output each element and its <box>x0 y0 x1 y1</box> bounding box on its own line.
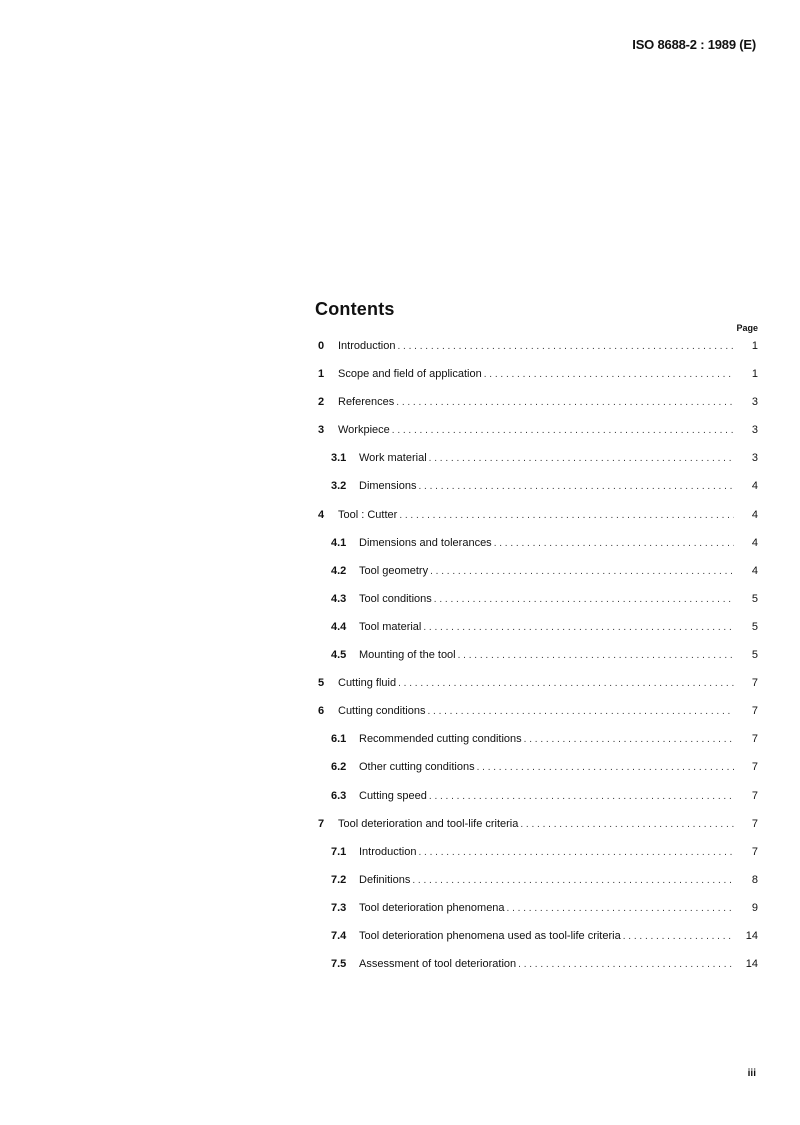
toc-entry-label: Mounting of the tool <box>359 649 456 662</box>
toc-entry-number: 7 <box>318 817 325 830</box>
toc-entry-label: Assessment of tool deterioration <box>359 958 517 971</box>
dot-leader <box>494 536 734 552</box>
toc-entry-label: References <box>338 396 395 409</box>
toc-entry-page: 14 <box>745 929 758 942</box>
toc-entry-number: 7.2 <box>331 873 347 886</box>
dot-leader <box>427 704 734 720</box>
dot-leader <box>397 339 734 355</box>
toc-entry-label: Other cutting conditions <box>359 761 475 774</box>
toc-entry[interactable] <box>318 507 758 535</box>
toc-entry-number: 7.3 <box>331 901 347 914</box>
toc-entry-number: 7.5 <box>331 958 347 971</box>
toc-entry-number: 7.1 <box>331 845 347 858</box>
toc-entry-page: 5 <box>751 592 758 605</box>
toc-entry-page: 7 <box>751 789 758 802</box>
toc-entry-label: Tool : Cutter <box>338 508 398 521</box>
dot-leader <box>430 564 734 580</box>
toc-entry-label: Introduction <box>359 845 417 858</box>
toc-entry[interactable] <box>318 647 758 675</box>
toc-entry[interactable] <box>318 394 758 422</box>
toc-entry[interactable] <box>318 928 758 956</box>
toc-entry-label: Introduction <box>338 340 396 352</box>
toc-entry-page: 1 <box>751 340 758 352</box>
dot-leader <box>392 423 734 439</box>
toc-entry-label: Tool deterioration phenomena used as tool-life criteria <box>359 929 621 942</box>
toc-entry-page: 1 <box>751 368 758 381</box>
dot-leader <box>518 957 734 973</box>
toc-entry-number: 6.2 <box>331 761 347 774</box>
toc-entry-page: 7 <box>751 817 758 830</box>
toc-entry-page: 5 <box>751 649 758 662</box>
dot-leader <box>484 367 734 383</box>
toc-entry-page: 14 <box>745 958 758 971</box>
toc-entry[interactable] <box>318 450 758 478</box>
dot-leader <box>418 479 734 495</box>
dot-leader <box>507 901 734 917</box>
toc-entry-page: 3 <box>751 424 758 437</box>
toc-entry[interactable] <box>318 872 758 900</box>
toc-entry-label: Dimensions and tolerances <box>359 536 492 549</box>
toc-entry[interactable] <box>318 366 758 394</box>
toc-entry-page: 3 <box>751 452 758 465</box>
dot-leader <box>412 873 734 889</box>
toc-entry[interactable] <box>318 844 758 872</box>
dot-leader <box>524 732 734 748</box>
toc-entry[interactable] <box>318 535 758 563</box>
toc-entry-label: Workpiece <box>338 424 390 437</box>
toc-entry[interactable] <box>318 759 758 787</box>
dot-leader <box>396 395 734 411</box>
dot-leader <box>398 676 734 692</box>
toc-entry-label: Cutting conditions <box>338 705 426 718</box>
toc-entry-label: Tool geometry <box>359 564 429 577</box>
toc-entry-page: 7 <box>751 705 758 718</box>
page-number: iii <box>747 1068 756 1079</box>
table-of-contents <box>318 338 758 984</box>
dot-leader <box>418 845 734 861</box>
toc-entry-number: 6.3 <box>331 789 347 802</box>
dot-leader <box>623 929 734 945</box>
dot-leader <box>429 451 734 467</box>
toc-entry[interactable] <box>318 816 758 844</box>
dot-leader <box>477 760 734 776</box>
toc-entry-page: 4 <box>751 564 758 577</box>
toc-entry[interactable] <box>318 478 758 506</box>
dot-leader <box>399 508 734 524</box>
toc-entry[interactable] <box>318 619 758 647</box>
toc-entry[interactable] <box>318 788 758 816</box>
toc-entry-number: 1 <box>318 368 325 381</box>
toc-entry[interactable] <box>318 731 758 759</box>
toc-entry-number: 4.3 <box>331 592 347 605</box>
toc-entry-page: 4 <box>751 536 758 549</box>
toc-entry[interactable] <box>318 563 758 591</box>
toc-entry-page: 8 <box>751 873 758 886</box>
toc-entry-label: Tool deterioration phenomena <box>359 901 505 914</box>
toc-entry-number: 4.1 <box>331 536 347 549</box>
toc-entry-label: Work material <box>359 452 427 465</box>
toc-entry-number: 2 <box>318 396 325 409</box>
toc-entry-number: 3.1 <box>331 452 347 465</box>
toc-entry[interactable] <box>318 591 758 619</box>
toc-entry-label: Scope and field of application <box>338 368 482 381</box>
dot-leader <box>423 620 734 636</box>
toc-entry-number: 4.5 <box>331 649 347 662</box>
toc-entry-number: 7.4 <box>331 929 347 942</box>
toc-entry-number: 0 <box>318 340 325 352</box>
toc-entry[interactable] <box>318 338 758 366</box>
toc-entry-page: 4 <box>751 480 758 493</box>
dot-leader <box>458 648 734 664</box>
toc-entry-page: 7 <box>751 761 758 774</box>
toc-entry-number: 4.4 <box>331 620 347 633</box>
toc-entry[interactable] <box>318 900 758 928</box>
toc-entry-page: 7 <box>751 733 758 746</box>
toc-entry-label: Recommended cutting conditions <box>359 733 522 746</box>
dot-leader <box>520 817 734 833</box>
toc-entry-number: 6.1 <box>331 733 347 746</box>
page-column-label: Page <box>736 323 758 333</box>
toc-entry[interactable] <box>318 422 758 450</box>
toc-entry-page: 5 <box>751 620 758 633</box>
contents-title: Contents <box>315 299 395 319</box>
toc-entry-number: 6 <box>318 705 325 718</box>
toc-entry-page: 9 <box>751 901 758 914</box>
toc-entry-label: Cutting fluid <box>338 677 397 690</box>
toc-entry-number: 3.2 <box>331 480 347 493</box>
toc-entry-label: Cutting speed <box>359 789 427 802</box>
toc-entry[interactable] <box>318 956 758 984</box>
toc-entry-number: 4 <box>318 508 325 521</box>
toc-entry-label: Tool conditions <box>359 592 432 605</box>
toc-entry-number: 3 <box>318 424 325 437</box>
toc-entry-page: 7 <box>751 845 758 858</box>
toc-entry-page: 4 <box>751 508 758 521</box>
toc-entry-label: Definitions <box>359 873 411 886</box>
toc-entry-page: 3 <box>751 396 758 409</box>
toc-entry-page: 7 <box>751 677 758 690</box>
document-reference: ISO 8688-2 : 1989 (E) <box>632 37 756 52</box>
toc-entry-label: Tool material <box>359 620 422 633</box>
dot-leader <box>429 789 734 805</box>
toc-entry-number: 4.2 <box>331 564 347 577</box>
dot-leader <box>434 592 734 608</box>
toc-entry[interactable] <box>318 675 758 703</box>
toc-entry-label: Dimensions <box>359 480 417 493</box>
toc-entry-label: Tool deterioration and tool-life criteria <box>338 817 519 830</box>
toc-entry-number: 5 <box>318 677 325 690</box>
toc-entry[interactable] <box>318 703 758 731</box>
